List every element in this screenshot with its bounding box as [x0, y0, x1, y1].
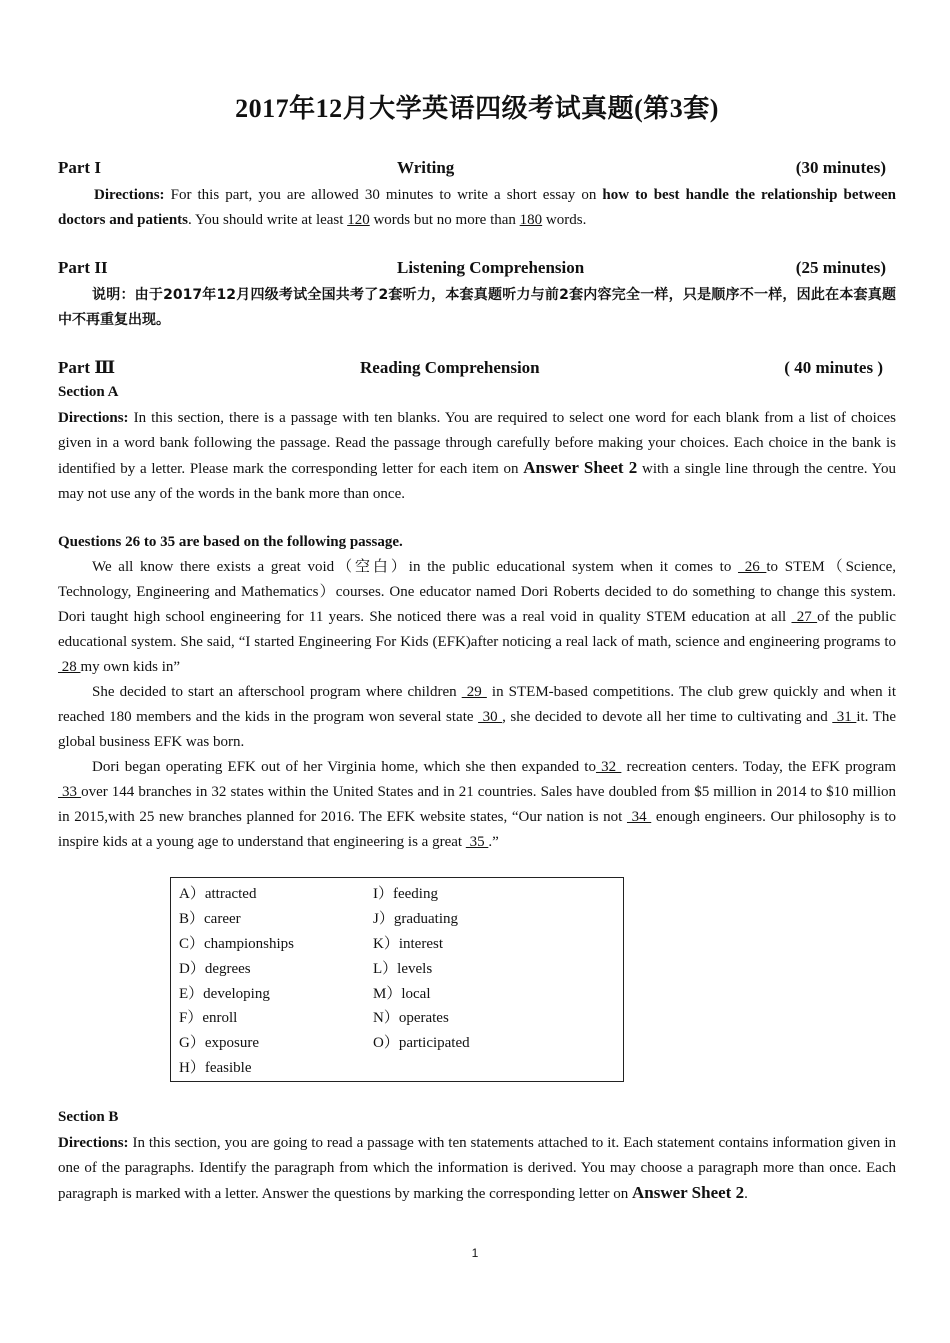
- section-a-directions-tail: with a single line through the centre. You may not use any of the words in the bank more than once.: [58, 460, 897, 502]
- word-bank-item: O）participated: [373, 1035, 470, 1052]
- word-bank-item: H）feasible: [179, 1060, 252, 1077]
- passage-text: We all know there exists a great void（空白）in the public educational system when it comes to: [92, 559, 739, 575]
- min-words: 120: [347, 211, 370, 228]
- section-a-directions: [58, 406, 896, 507]
- blank-33: 33: [58, 783, 82, 800]
- passage-text: She decided to start an afterschool program where children: [92, 684, 462, 700]
- part1-directions-label: Directions:: [94, 187, 165, 203]
- blank-30: 30: [478, 708, 503, 725]
- part1-directions-text: words but no more than: [369, 211, 520, 228]
- part1-time: (30 minutes): [795, 158, 886, 177]
- blank-35: 35: [465, 833, 489, 850]
- word-bank-item: M）local: [373, 985, 431, 1002]
- word-bank-left-column: [179, 882, 294, 1081]
- blank-26: 26: [738, 559, 767, 575]
- answer-sheet-label: Answer Sheet 2: [632, 1182, 745, 1202]
- section-a-directions-label: Directions:: [58, 410, 129, 426]
- word-bank-item: K）interest: [373, 935, 443, 952]
- part2-header: [58, 258, 896, 282]
- blank-27: 27: [791, 608, 818, 625]
- section-b-directions-tail: .: [744, 1185, 748, 1202]
- passage-text: .”: [488, 833, 499, 850]
- passage-text: to STEM（Science, Technology, Engineering and Mathematics）courses. One educator named Dori Roberts decided to do something to change this system. Dori taught high school engineering for 11 years. She noticed there was a real void in quality STEM education at all: [58, 559, 896, 625]
- passage-text: Dori began operating EFK out of her Virginia home, which she then expanded to: [92, 759, 596, 775]
- passage-paragraph-3: [58, 755, 896, 855]
- word-bank-item: L）levels: [373, 960, 433, 977]
- essay-topic: how to best handle the relationship between doctors and patients: [58, 187, 896, 228]
- part1-directions-text: . You should write at least: [188, 211, 348, 228]
- blank-29: 29: [461, 684, 487, 700]
- part1-label: Part I: [58, 158, 101, 177]
- part1-directions-text: words.: [542, 211, 587, 228]
- word-bank-item: J）graduating: [373, 910, 458, 927]
- word-bank-item: C）championships: [179, 935, 294, 952]
- word-bank-item: F）enroll: [179, 1010, 238, 1027]
- blank-34: 34: [626, 808, 652, 825]
- word-bank-right-column: [373, 882, 470, 1056]
- max-words: 180: [519, 211, 543, 228]
- word-bank-item: B）career: [179, 910, 241, 927]
- passage-text: enough engineers. Our philosophy is to inspire kids at a young age to understand that engineering is a great: [58, 808, 896, 850]
- word-bank-item: A）attracted: [179, 886, 257, 902]
- page-number: 1: [471, 1246, 479, 1260]
- passage-text: in STEM-based competitions. The club grew quickly and when it reached 180 members and the kids in the program won several state: [58, 684, 896, 725]
- word-bank-item: E）developing: [179, 985, 270, 1002]
- passage-text: my own kids in”: [80, 658, 181, 675]
- section-b-directions: [58, 1131, 896, 1207]
- part2-label: Part II: [58, 258, 108, 277]
- part1-directions: [58, 183, 896, 233]
- blank-31: 31: [832, 708, 857, 725]
- word-bank-item: N）operates: [373, 1010, 449, 1027]
- part2-name: Listening Comprehension: [397, 258, 585, 277]
- blank-32: 32: [595, 759, 622, 775]
- answer-sheet-label: Answer Sheet 2: [523, 457, 638, 477]
- section-a-directions-text: In this section, there is a passage with ten blanks. You are required to select one word for each blank from a list of choices given in a word bank following the passage. Read the passage through carefully before making your choices. Each choice in the bank is identified by a letter. Please mark the corresponding letter for each item on: [58, 410, 896, 477]
- part3-header: [58, 358, 896, 382]
- word-bank-item: D）degrees: [179, 960, 251, 977]
- word-bank-item: I）feeding: [373, 886, 438, 902]
- passage-text: , she decided to devote all her time to cultivating and: [502, 708, 833, 725]
- part1-header: [58, 158, 896, 182]
- section-b-heading: Section B: [58, 1109, 119, 1125]
- word-bank: [170, 877, 624, 1082]
- part2-note: 说明：由于2017年12月四级考试全国共考了2套听力，本套真题听力与前2套内容完全一样，只是顺序不一样，因此在本套真题中不再重复出现。: [58, 287, 896, 328]
- passage-text: recreation centers. Today, the EFK program: [621, 759, 896, 775]
- passage-paragraph-2: [58, 680, 896, 755]
- part1-directions-text: For this part, you are allowed 30 minutes to write a short essay on: [164, 187, 603, 203]
- section-b-directions-label: Directions:: [58, 1135, 129, 1151]
- part1-name: Writing: [397, 158, 455, 177]
- part3-label: Part Ⅲ: [58, 358, 116, 377]
- passage-text: over 144 branches in 32 states within the United States and in 21 countries. Sales have doubled from $5 million in 2014 to $10 million in 2015,with 25 new branches planned for 2016. The EFK website states, “Our nation is not: [58, 783, 896, 825]
- passage-text: it. The global business EFK was born.: [58, 708, 897, 750]
- section-b-directions-text: In this section, you are going to read a passage with ten statements attached to it. Each statement contains information given in one of the paragraphs. Identify the paragraph from which the information is derived. You may choose a paragraph more than once. Each paragraph is marked with a letter. Answer the questions by marking the corresponding letter on: [58, 1135, 896, 1202]
- blank-28: 28: [58, 658, 81, 675]
- part3-time: ( 40 minutes ): [784, 358, 883, 377]
- section-a-heading: Section A: [58, 384, 119, 400]
- part2-time: (25 minutes): [795, 258, 886, 277]
- questions-heading: Questions 26 to 35 are based on the following passage.: [58, 534, 403, 550]
- passage-text: of the public educational system. She said, “I started Engineering For Kids (EFK)after noticing a real lack of math, science and engineering programs to: [58, 608, 897, 650]
- part3-name: Reading Comprehension: [360, 358, 540, 377]
- word-bank-item: G）exposure: [179, 1035, 259, 1052]
- page-title: 2017年12月大学英语四级考试真题(第3套): [235, 94, 719, 123]
- passage-paragraph-1: [58, 555, 896, 680]
